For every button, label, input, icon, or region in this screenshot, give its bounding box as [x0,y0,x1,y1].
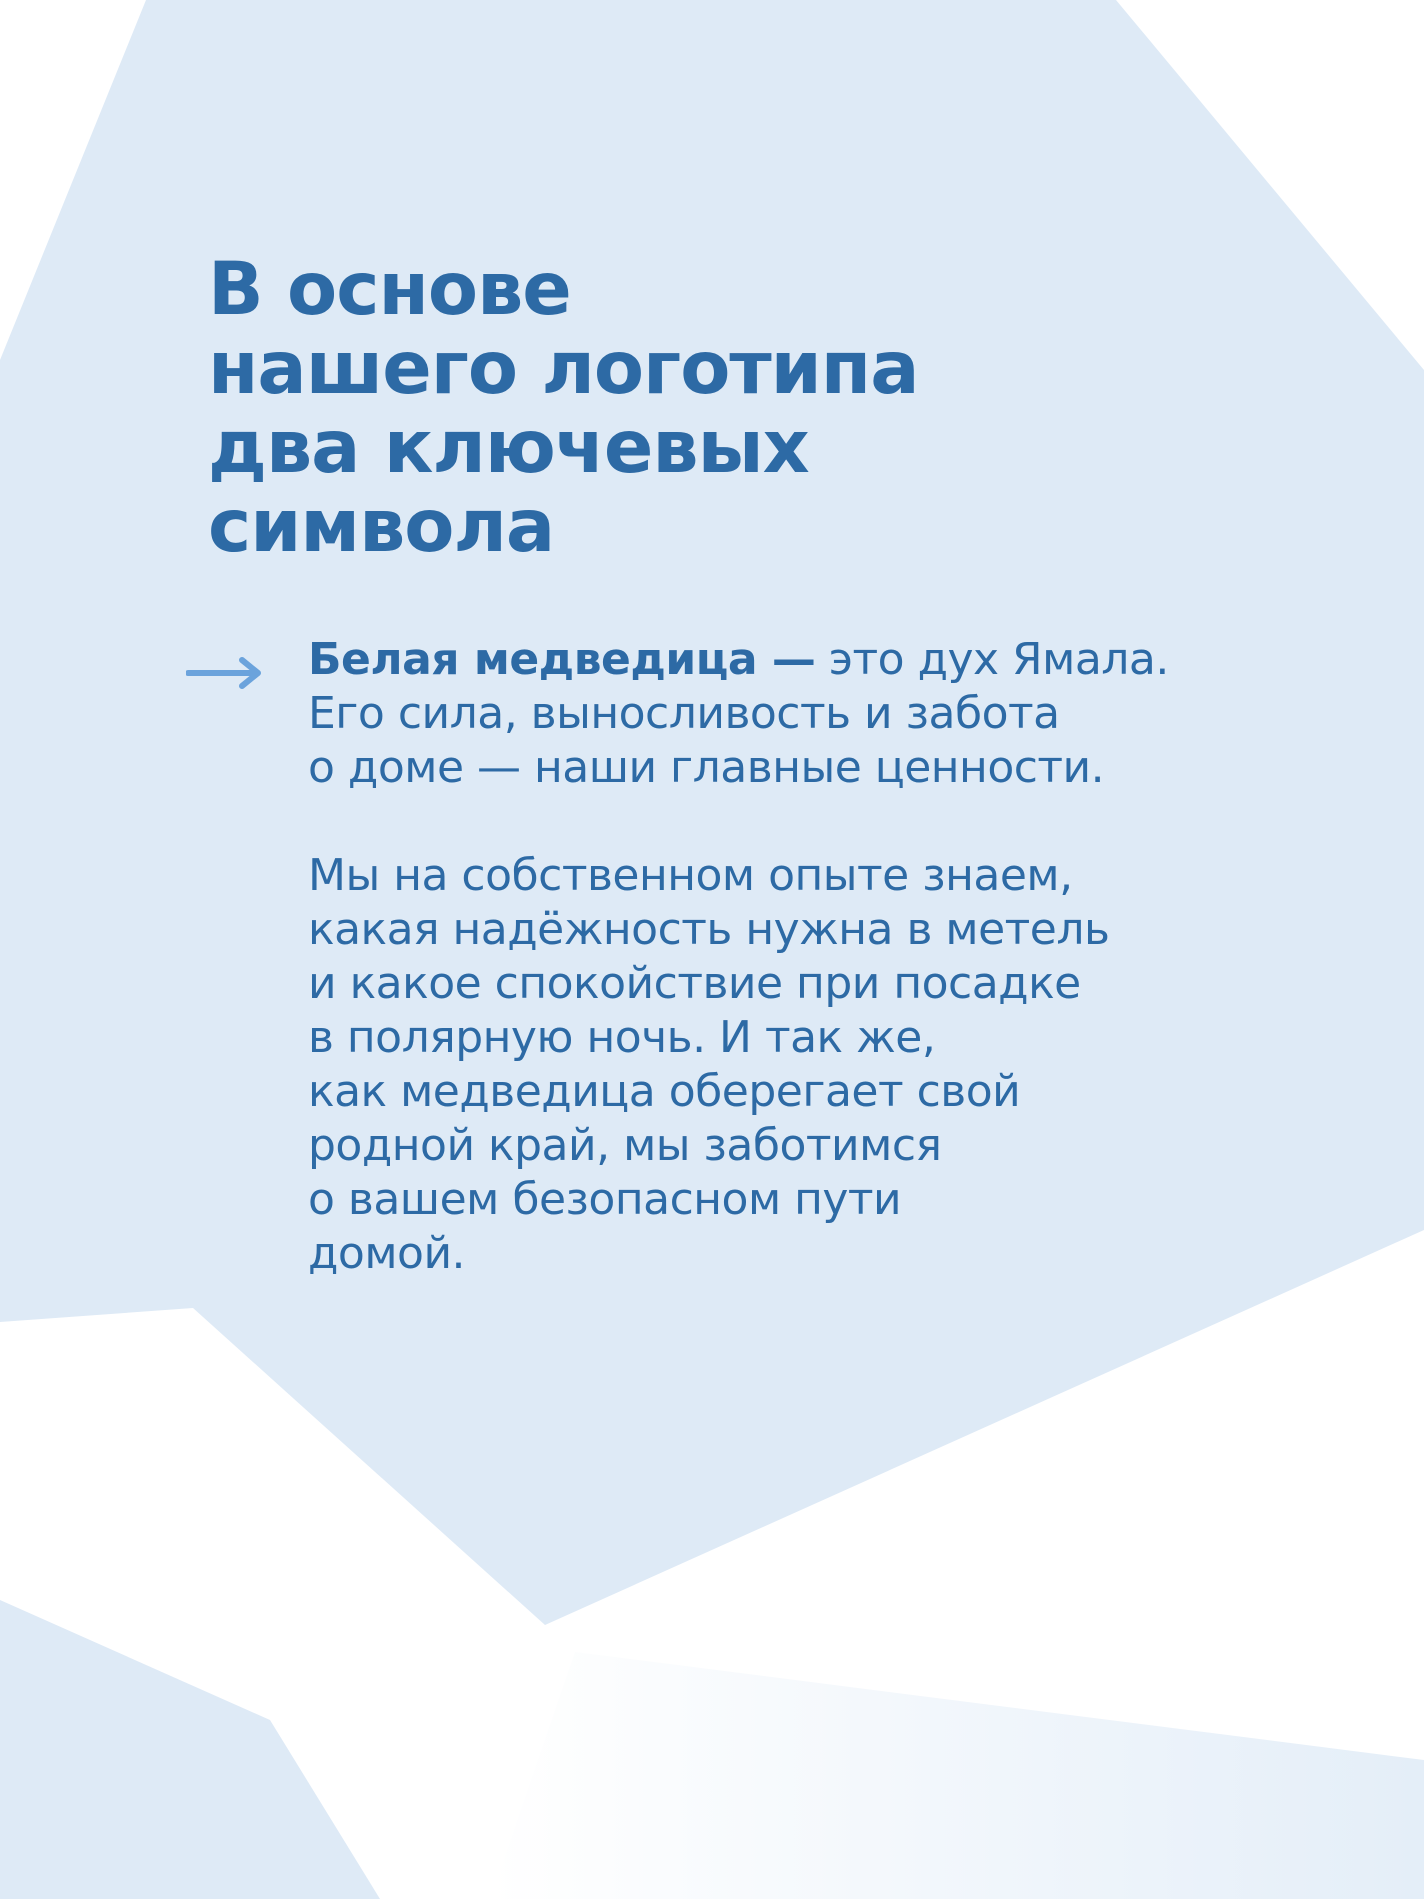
bullet-paragraph-2 [308,849,1308,1281]
text-line: домой. [308,1228,466,1279]
text-line: и какое спокойствие при посадке [308,958,1081,1009]
bullet-lead: Белая медведица — [308,634,816,685]
text-line: как медведица оберегает свой [308,1066,1021,1117]
title-line: символа [208,484,555,569]
text-line: Его сила, выносливость и забота [308,688,1060,739]
text-line: о вашем безопасном пути [308,1174,902,1225]
text-line: о доме — наши главные ценности. [308,742,1105,793]
title-line: два ключевых [208,405,809,490]
bullet-paragraph-1 [308,633,1308,795]
title-line: нашего логотипа [208,326,919,411]
text-line: в полярную ночь. И так же, [308,1012,936,1063]
page-title [208,247,968,569]
arrow-right-icon [186,655,266,691]
bullet-lead-line [308,633,1308,687]
text-line: родной край, мы заботимся [308,1120,942,1171]
bullet-text [308,633,1308,1281]
text-line: Мы на собственном опыте знаем, [308,850,1073,901]
bullet-lead-rest: это дух Ямала. [815,634,1169,685]
title-line: В основе [208,247,571,332]
text-line: какая надёжность нужна в метель [308,904,1110,955]
